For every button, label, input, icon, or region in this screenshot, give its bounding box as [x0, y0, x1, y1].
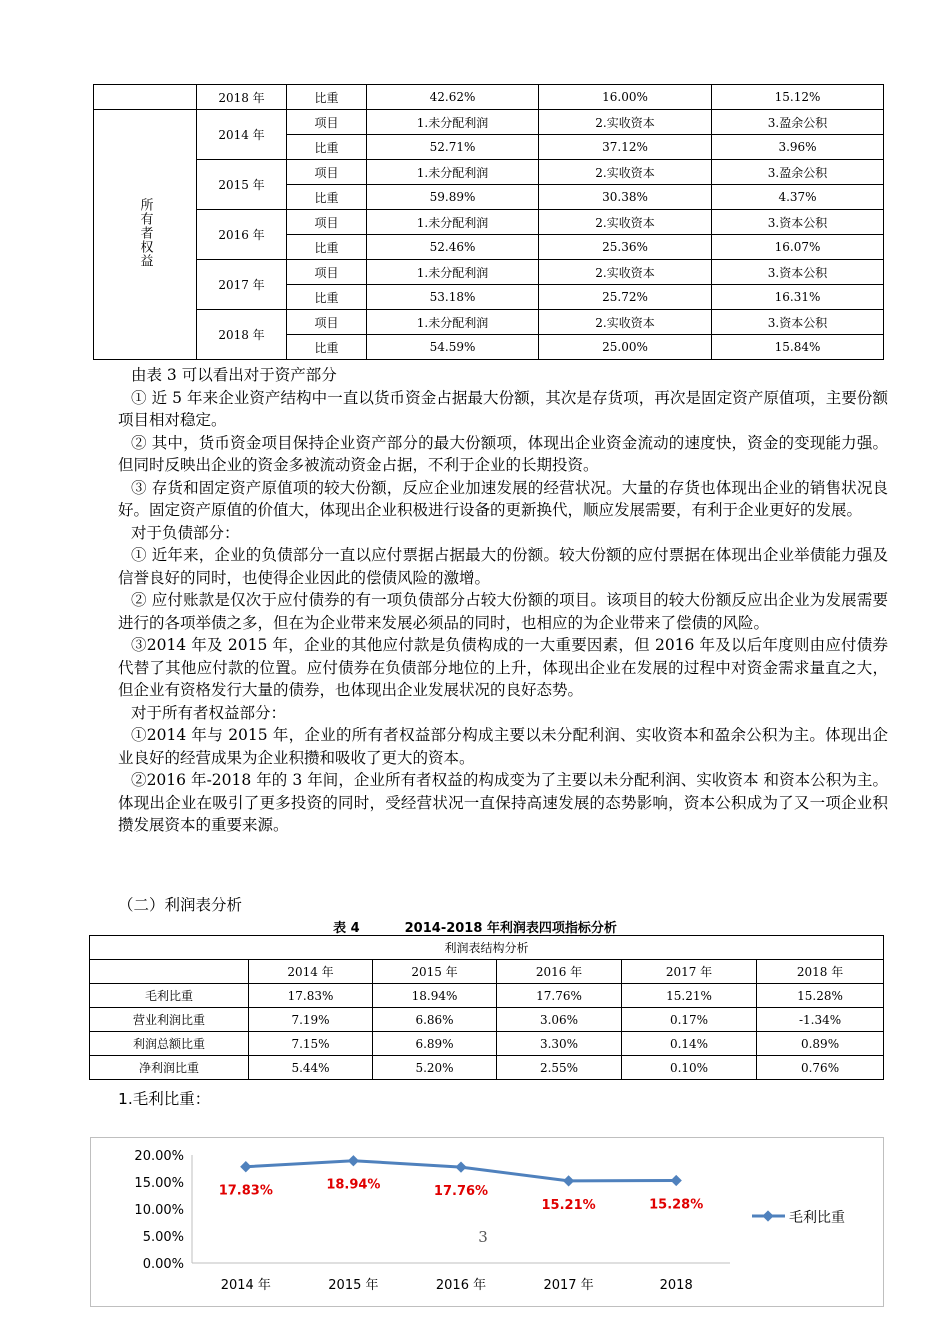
row-label: 毛利比重	[90, 984, 249, 1008]
value-cell: 16.31%	[712, 285, 884, 310]
value-cell: 52.71%	[367, 135, 539, 160]
year-cell: 2018 年	[197, 310, 287, 360]
value-cell: 3.96%	[712, 135, 884, 160]
item-cell: 2.实收资本	[539, 110, 712, 135]
value-cell: 16.07%	[712, 235, 884, 260]
item-cell: 2.实收资本	[539, 160, 712, 185]
value-cell: 0.10%	[622, 1056, 757, 1080]
section-label-cell	[94, 110, 197, 360]
paragraph: ②2016 年-2018 年的 3 年间，企业所有者权益的构成变为了主要以未分配利润、实收资本 和资本公积为主。体现出企业在吸引了更多投资的同时，受经营状况一直保持高速发展的态势影响，资本公积成为了又一项企业积攒发展资本的重要来源。	[118, 771, 888, 834]
label-cell: 比重	[287, 285, 367, 310]
y-tick-label: 5.00%	[142, 1230, 184, 1245]
item-cell: 2.实收资本	[539, 260, 712, 285]
table-row	[90, 960, 884, 984]
body-text	[118, 364, 888, 837]
year-cell: 2018 年	[197, 85, 287, 110]
value-cell: 59.89%	[367, 185, 539, 210]
caption-text: 2014-2018 年利润表四项指标分析	[404, 921, 617, 936]
data-label: 17.83%	[218, 1183, 273, 1199]
chart-frame	[91, 1138, 884, 1307]
paragraph: ① 近年来，企业的负债部分一直以应付票据占据最大的份额。较大份额的应付票据在体现出企业举债能力强及信誉良好的同时，也使得企业因此的偿债风险的激增。	[118, 546, 888, 587]
value-cell: 3.06%	[497, 1008, 622, 1032]
item-cell: 1.未分配利润	[367, 260, 539, 285]
label-cell: 比重	[287, 235, 367, 260]
data-label: 15.28%	[649, 1197, 704, 1213]
year-cell: 2015 年	[197, 160, 287, 210]
row-label: 营业利润比重	[90, 1008, 249, 1032]
column-header: 2014 年	[249, 960, 373, 984]
year-cell: 2014 年	[197, 110, 287, 160]
table-row	[90, 936, 884, 960]
corner-cell	[90, 960, 249, 984]
value-cell: 15.12%	[712, 85, 884, 110]
paragraph: 对于负债部分：	[131, 523, 240, 542]
item-cell: 2.实收资本	[539, 210, 712, 235]
value-cell: 6.89%	[373, 1032, 497, 1056]
value-cell: 17.76%	[497, 984, 622, 1008]
paragraph: ② 应付账款是仅次于应付债券的有一项负债部分占较大份额的项目。该项目的较大份额反应出企业为发展需要进行的各项举债之多，但在为企业带来发展必须品的同时，也相应的为企业带来了偿债的风险。	[118, 591, 888, 632]
caption-number: 表 4	[333, 921, 360, 936]
year-cell: 2016 年	[197, 210, 287, 260]
value-cell: 42.62%	[367, 85, 539, 110]
value-cell: 25.36%	[539, 235, 712, 260]
label-cell: 比重	[287, 185, 367, 210]
row-label: 利润总额比重	[90, 1032, 249, 1056]
gross-margin-chart	[90, 1137, 884, 1307]
value-cell: 5.44%	[249, 1056, 373, 1080]
item-cell: 1.未分配利润	[367, 210, 539, 235]
table-row	[94, 260, 884, 285]
value-cell: 7.15%	[249, 1032, 373, 1056]
data-label: 17.76%	[433, 1184, 489, 1200]
table-row	[90, 1008, 884, 1032]
y-tick-label: 15.00%	[134, 1176, 184, 1191]
value-cell: 5.20%	[373, 1056, 497, 1080]
paragraph: ② 其中，货币资金项目保持企业资产部分的最大份额项，体现出企业资金流动的速度快，资金的变现能力强。但同时反映出企业的资金多被流动资金占据，不利于企业的长期投资。	[118, 433, 888, 474]
x-tick-label: 2014 年	[220, 1278, 271, 1293]
column-header: 2016 年	[497, 960, 622, 984]
paragraph: 由表 3 可以看出对于资产部分	[131, 366, 337, 384]
item-cell: 1.未分配利润	[367, 160, 539, 185]
value-cell: 3.30%	[497, 1032, 622, 1056]
section-title: （二）利润表分析	[118, 896, 243, 914]
label-cell: 项目	[287, 260, 367, 285]
label-cell: 项目	[287, 160, 367, 185]
y-tick-label: 20.00%	[134, 1149, 184, 1164]
value-cell: 15.28%	[757, 984, 884, 1008]
y-tick-label: 0.00%	[142, 1257, 184, 1272]
y-tick-label: 10.00%	[134, 1203, 184, 1218]
value-cell: 25.00%	[539, 335, 712, 360]
value-cell: 37.12%	[539, 135, 712, 160]
value-cell: 25.72%	[539, 285, 712, 310]
table-row	[94, 85, 884, 110]
value-cell: 0.89%	[757, 1032, 884, 1056]
data-label: 18.94%	[326, 1177, 381, 1193]
table-4	[89, 935, 884, 1080]
table-row	[94, 310, 884, 335]
table-row	[94, 110, 884, 135]
table-row	[90, 1032, 884, 1056]
legend-label: 毛利比重	[789, 1210, 845, 1226]
label-cell: 比重	[287, 85, 367, 110]
value-cell: 2.55%	[497, 1056, 622, 1080]
value-cell: 0.76%	[757, 1056, 884, 1080]
item-cell: 1.未分配利润	[367, 110, 539, 135]
value-cell: 7.19%	[249, 1008, 373, 1032]
table-row	[90, 1056, 884, 1080]
table-3	[93, 84, 884, 360]
row-label: 净利润比重	[90, 1056, 249, 1080]
x-tick-label: 2018	[659, 1278, 693, 1293]
value-cell: 53.18%	[367, 285, 539, 310]
value-cell: 6.86%	[373, 1008, 497, 1032]
item-cell: 3.盈余公积	[712, 160, 884, 185]
value-cell: 0.14%	[622, 1032, 757, 1056]
paragraph: ①2014 年与 2015 年，企业的所有者权益部分构成主要以未分配利润、实收资本和盈余公积为主。体现出企业良好的经营成果为企业积攒和吸收了更大的资本。	[118, 726, 888, 767]
value-cell: 52.46%	[367, 235, 539, 260]
item-cell: 1.未分配利润	[367, 310, 539, 335]
page-number: 3	[478, 1228, 488, 1246]
item-cell: 2.实收资本	[539, 310, 712, 335]
value-cell: 0.17%	[622, 1008, 757, 1032]
paragraph: ③ 存货和固定资产原值项的较大份额，反应企业加速发展的经营状况。大量的存货也体现出企业的销售状况良好。固定资产原值的价值大，体现出企业积极进行设备的更新换代，顺应发展需要，有利于企业更好的发展。	[118, 478, 888, 519]
value-cell: 17.83%	[249, 984, 373, 1008]
value-cell: -1.34%	[757, 1008, 884, 1032]
paragraph: ③2014 年及 2015 年，企业的其他应付款是负债构成的一大重要因素，但 2016 年及以后年度则由应付债券代替了其他应付款的位置。应付债券在负债部分地位的上升，体现出企业在发展的过程中对资金需求量直之大，但企业有资格发行大量的债券，也体现出企业发展状况的良好态势。	[118, 636, 888, 699]
year-cell: 2017 年	[197, 260, 287, 310]
label-cell: 项目	[287, 110, 367, 135]
item-cell: 3.盈余公积	[712, 110, 884, 135]
table-row	[94, 210, 884, 235]
x-tick-label: 2016 年	[435, 1278, 487, 1293]
value-cell: 16.00%	[539, 85, 712, 110]
label-cell: 比重	[287, 135, 367, 160]
column-header: 2018 年	[757, 960, 884, 984]
data-label: 15.21%	[541, 1197, 596, 1213]
item-cell: 3.资本公积	[712, 210, 884, 235]
item-cell: 3.资本公积	[712, 310, 884, 335]
paragraph: 对于所有者权益部分：	[131, 703, 287, 722]
value-cell: 15.84%	[712, 335, 884, 360]
column-header: 2017 年	[622, 960, 757, 984]
x-tick-label: 2015 年	[328, 1278, 379, 1293]
x-tick-label: 2017 年	[543, 1278, 594, 1293]
label-cell: 项目	[287, 210, 367, 235]
label-cell: 比重	[287, 335, 367, 360]
section-label: 所有者权益	[137, 198, 153, 268]
carry-cell	[94, 85, 197, 110]
column-header: 2015 年	[373, 960, 497, 984]
table-header: 利润表结构分析	[90, 936, 884, 960]
value-cell: 30.38%	[539, 185, 712, 210]
value-cell: 4.37%	[712, 185, 884, 210]
paragraph: ① 近 5 年来企业资产结构中一直以货币资金占据最大份额，其次是存货项，再次是固定资产原值项，主要份额项目相对稳定。	[118, 388, 888, 429]
subheading: 1.毛利比重：	[118, 1090, 211, 1108]
label-cell: 项目	[287, 310, 367, 335]
value-cell: 15.21%	[622, 984, 757, 1008]
table-caption	[0, 917, 950, 936]
value-cell: 18.94%	[373, 984, 497, 1008]
item-cell: 3.资本公积	[712, 260, 884, 285]
table-row	[94, 160, 884, 185]
value-cell: 54.59%	[367, 335, 539, 360]
table-row	[90, 984, 884, 1008]
